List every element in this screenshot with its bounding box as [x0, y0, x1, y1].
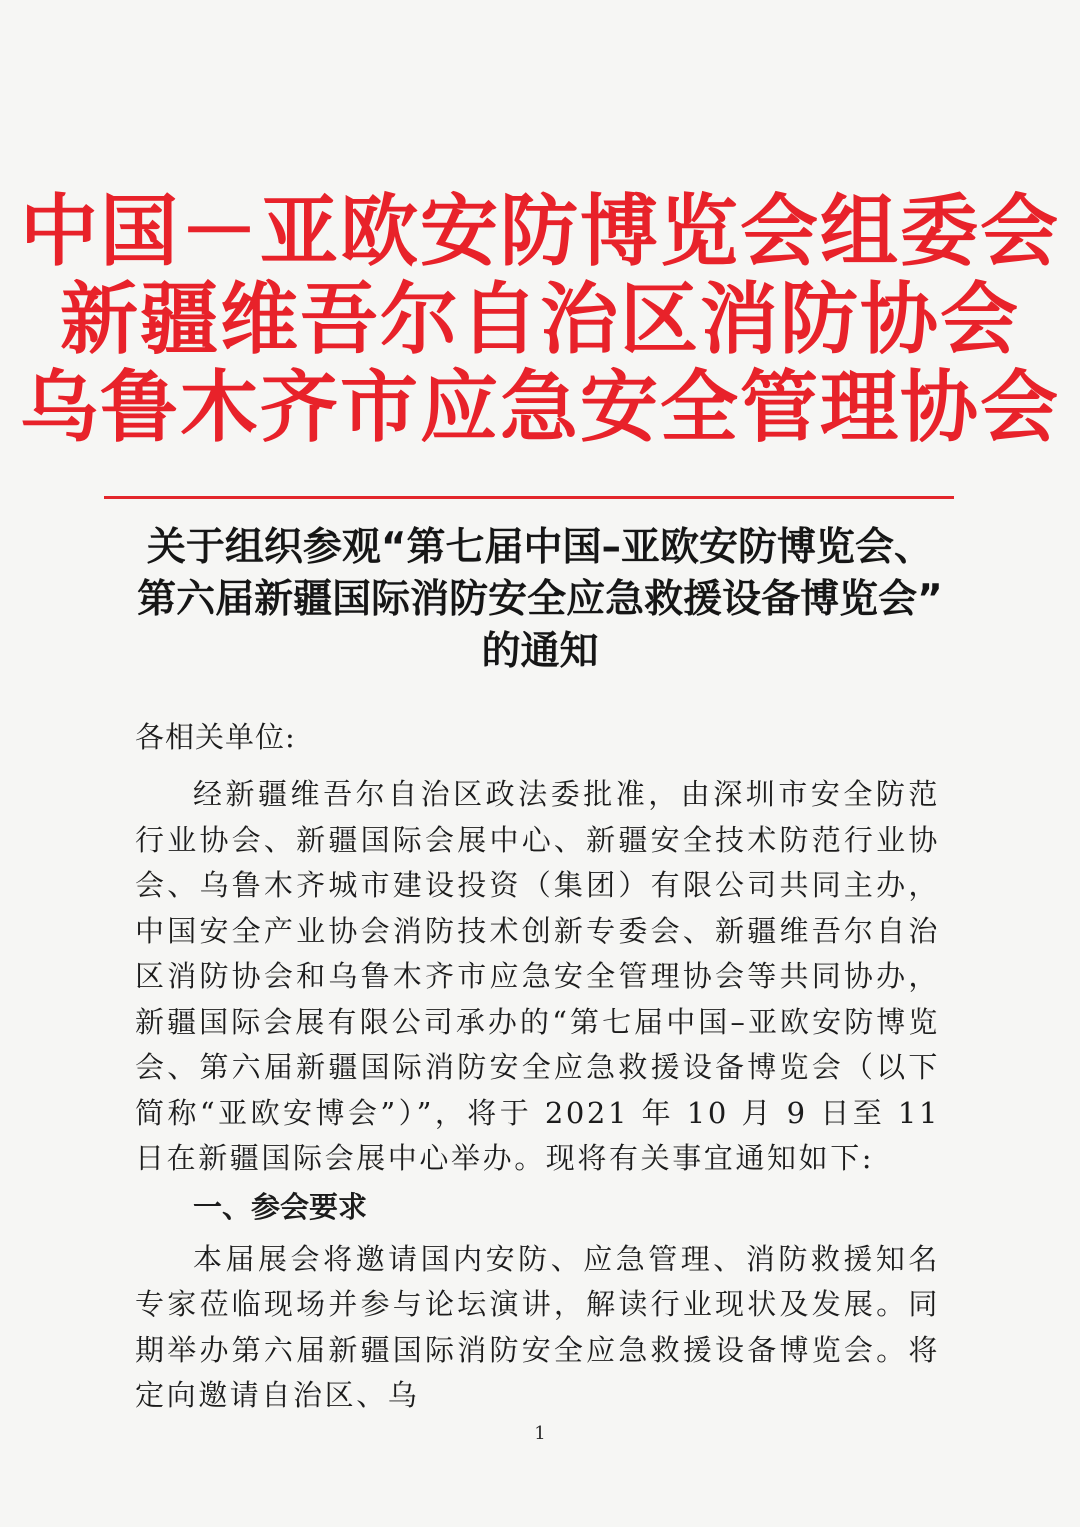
page-number: 1: [534, 1423, 546, 1444]
document-title: [0, 522, 1080, 678]
title-line-3: 的通知: [481, 629, 599, 674]
body-paragraph-2: 本届展会将邀请国内安防、应急管理、消防救援知名专家莅临现场并参与论坛演讲，解读行业现状及发展。同期举办第六届新疆国际消防安全应急救援设备博览会。将定向邀请自治区、乌: [135, 1241, 940, 1412]
document-body: [135, 715, 940, 1419]
red-divider: [104, 496, 954, 499]
issuer-line-1: 中国－亚欧安防博览会组委会: [19, 186, 1060, 277]
issuer-header: [0, 188, 1080, 452]
issuer-line-3: 乌鲁木齐市应急安全管理协会: [19, 362, 1060, 453]
salutation: 各相关单位:: [135, 720, 296, 754]
body-paragraph-1: 经新疆维吾尔自治区政法委批准，由深圳市安全防范行业协会、新疆国际会展中心、新疆安全技术防范行业协会、乌鲁木齐城市建设投资（集团）有限公司共同主办，中国安全产业协会消防技术创新专委会、新疆维吾尔自治区消防协会和乌鲁木齐市应急安全管理协会等共同协办，新疆国际会展有限公司承办的“第七届中国–亚欧安防博览会、第六届新疆国际消防安全应急救援设备博览会（以下简称“亚欧安博会”）”，将于 2021 年 10 月 9 日至 11 日在新疆国际会展中心举办。现将有关事宜通知如下:: [135, 777, 940, 1175]
section-heading-1: 一、参会要求: [193, 1189, 368, 1224]
issuer-line-2: 新疆维吾尔自治区消防协会: [59, 274, 1020, 365]
title-line-1: 关于组织参观“第七届中国–亚欧安防博览会、: [146, 525, 934, 570]
title-line-2: 第六届新疆国际消防安全应急救援设备博览会”: [137, 577, 943, 622]
